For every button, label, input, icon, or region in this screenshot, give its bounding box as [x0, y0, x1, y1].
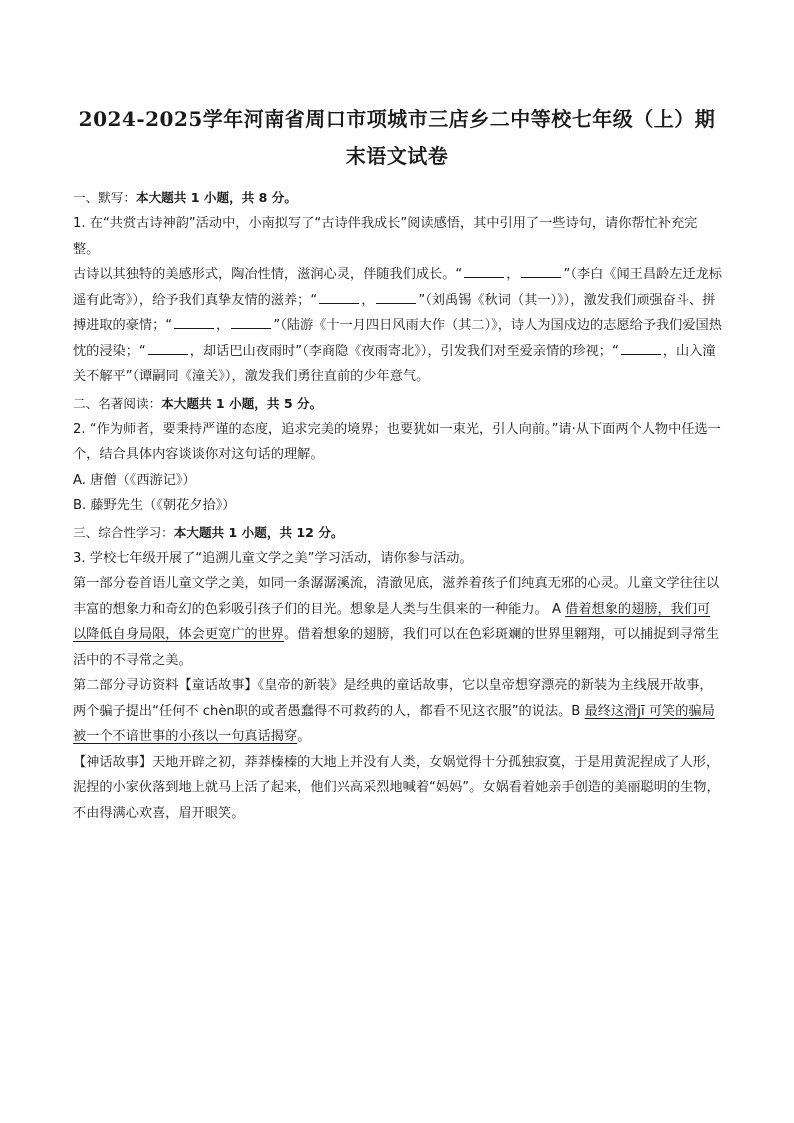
question-2-prompt: 2. “作为师者，要秉持严谨的态度，追求完美的境界；也要犹如一束光，引人向前。”请·从下面两个人物中任选一个，结合具体内容谈谈你对这句话的理解。 — [73, 421, 721, 462]
fill-blank[interactable] — [319, 289, 359, 304]
fill-blank[interactable] — [148, 340, 188, 355]
fill-blank[interactable] — [621, 340, 661, 355]
option-b: B. 藤野先生（《朝花夕拾》） — [73, 498, 236, 513]
question-1-passage — [73, 262, 723, 390]
fill-blank[interactable] — [174, 314, 214, 329]
passage-text: 第一部分卷首语儿童文学之美，如同一条潺潺溪流，清澈见底，滋养着孩子们纯真无邪的心灵。儿童文学往往以丰富的想象力和奇幻的色彩吸引孩子们的目光。想象是人类与生俱来的一种能力。 A — [73, 576, 720, 617]
fill-blank[interactable] — [464, 263, 504, 278]
underlined-sentence-a: 借着想象的翅膀，我们可以降低自身局限，体会更宽广的世界 — [73, 601, 711, 642]
question-3-prompt: 3. 学校七年级开展了“追溯儿童文学之美”学习活动，请你参与活动。 — [73, 550, 473, 566]
question-3-part-1 — [73, 571, 723, 673]
underlined-sentence-b: 最终这滑jī 可笑的骗局被一个不谙世事的小孩以一句真话揭穿 — [73, 703, 715, 744]
option-a: A. 唐僧（《西游记》） — [73, 472, 196, 488]
passage-text: 。 — [297, 729, 311, 744]
passage-text: 。借着想象的翅膀，我们可以在色彩斑斓的世界里翱翔，可以捕捉到寻常生活中的不寻常之美。 — [73, 627, 720, 668]
section-3-label: 三、综合性学习： — [73, 524, 174, 540]
exam-title-line1: 2024-2025学年河南省周口市项城市三店乡二中等校七年级（上）期 — [78, 107, 716, 131]
section-1-label: 一、默写： — [73, 190, 136, 205]
passage-text: ”（刘禹锡《秋词（其一）》），激发我们顽强奋斗、拼搏进取的豪情；“ — [73, 292, 716, 333]
passage-text: 第二部分寻访资料【童话故事】《皇帝的新装》是经典的童话故事，它以皇帝想穿漂亮的新装为主线展开故事，两个骗子提出“任何不 chèn职的或者愚蠢得不可救药的人，都看不见这衣服”的说法。B — [73, 678, 713, 719]
exam-title-line2: 末语文试卷 — [345, 144, 449, 168]
fill-blank[interactable] — [521, 263, 561, 278]
passage-text: ， — [216, 318, 230, 333]
exam-body — [73, 184, 723, 826]
fill-blank[interactable] — [376, 289, 416, 304]
section-3-heading — [73, 519, 723, 546]
passage-text: 古诗以其独特的美感形式，陶冶性情，滋润心灵，伴随我们成长。“ — [73, 267, 463, 282]
section-1-score: 本大题共 1 小题，共 8 分。 — [135, 190, 297, 205]
passage-text: ， — [361, 292, 375, 308]
fill-blank[interactable] — [231, 314, 271, 329]
section-1-heading — [73, 184, 723, 211]
question-3-part-2 — [73, 673, 723, 750]
section-2-score: 本大题共 1 小题，共 5 分。 — [161, 395, 323, 411]
passage-text: ，山入潼关不解平”（谭嗣同《潼关》），激发我们勇往直前的少年意气。 — [73, 343, 716, 384]
question-1-prompt: 1. 在“共赏古诗神韵”活动中，小南拟写了“古诗伴我成长”阅读感悟，其中引用了一些诗句，请你帮忙补充完整。 — [73, 216, 698, 257]
passage-text: ”（李白《闻王昌龄左迁龙标遥有此寄》），给予我们真挚友情的滋养；“ — [73, 267, 722, 308]
section-2-heading — [73, 390, 723, 417]
passage-text: ，却话巴山夜雨时”（李商隐《夜雨寄北》），引发我们对至爱亲情的珍视；“ — [189, 343, 619, 359]
section-3-score: 本大题共 1 小题，共 12 分。 — [173, 524, 344, 540]
passage-text: ”（陆游《十一月四日风雨大作（其二）》，诗人为国戍边的志愿给予我们爱国热忱的浸染；“ — [73, 318, 722, 359]
question-3-part-3: 【神话故事】天地开辟之初，莽莽榛榛的大地上并没有人类，女娲觉得十分孤独寂寞，于是用黄泥捏成了人形，泥捏的小家伙落到地上就马上活了起来，他们兴高采烈地喊着“妈妈”。女娲看着她亲手创造的美丽聪明的生物，不由得满心欢喜，眉开眼笑。 — [73, 754, 720, 821]
passage-text: ， — [506, 267, 520, 282]
section-2-label: 二、名著阅读： — [73, 395, 162, 411]
